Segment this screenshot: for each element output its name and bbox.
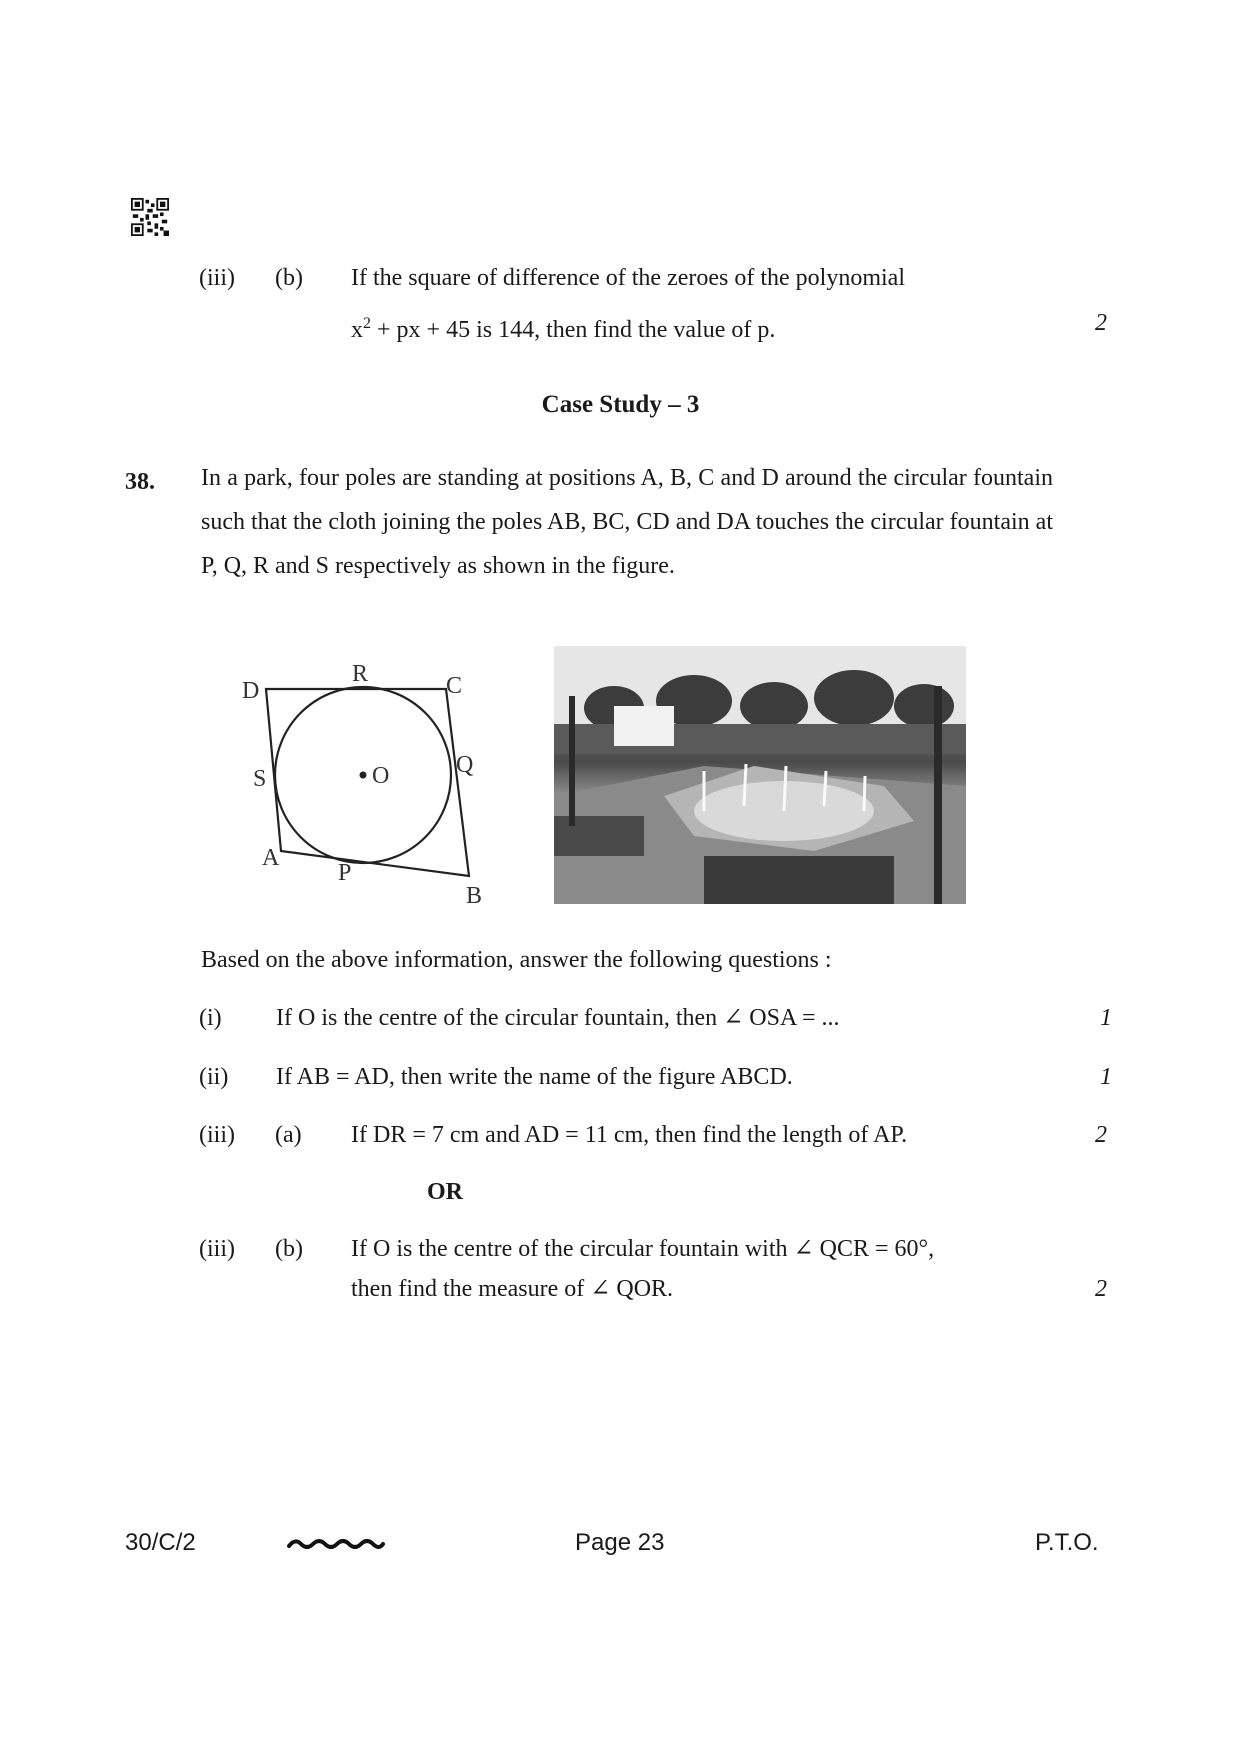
question-text: In a park, four poles are standing at positions A, B, C and D around the circular fountain such that the cloth joining the poles AB, BC, CD and DA touches the circular fountain at P, Q, R and S respectively as shown in the figure.	[201, 465, 1053, 579]
prev-question-marks: 2	[1095, 310, 1107, 336]
label-o: O	[372, 763, 390, 789]
prev-question-line1: If the square of difference of the zeroes of the polynomial	[351, 265, 905, 291]
subq-3a-part: (iii)	[199, 1122, 235, 1148]
prev-question-line2: $x^2$ + px + 45 is 144, then find the value of p.	[351, 315, 776, 343]
prev-question-line2-text: + px + 45 is 144, then find the value of p.	[371, 317, 776, 343]
subq-3a-marks: 2	[1095, 1122, 1107, 1148]
label-d: D	[242, 678, 260, 704]
question-number: 38.	[125, 469, 155, 495]
subq-1-marks: 1	[1100, 1005, 1112, 1031]
subq-3b-text-line1: If O is the centre of the circular fountain with ∠ QCR = 60°,	[351, 1236, 935, 1262]
subq-3a-text: If DR = 7 cm and AD = 11 cm, then find the length of AP.	[351, 1122, 908, 1148]
case-study-title: Case Study – 3	[541, 391, 700, 418]
label-a: A	[262, 845, 280, 871]
centre-point	[360, 772, 367, 779]
footer-paper-code: 30/C/2	[125, 1529, 196, 1556]
prev-part-label: (iii)	[199, 265, 235, 291]
label-r: R	[352, 661, 369, 687]
label-p: P	[338, 860, 352, 886]
subq-3b-text-line2: then find the measure of ∠ QOR.	[351, 1276, 674, 1302]
park-fountain-photo	[554, 646, 966, 904]
label-s: S	[253, 766, 267, 792]
subq-3b-marks: 2	[1095, 1276, 1107, 1302]
label-b: B	[466, 883, 483, 909]
park-fountain-illustration	[554, 646, 966, 904]
tangential-quadrilateral-figure	[230, 655, 500, 910]
subq-1-part: (i)	[199, 1005, 222, 1031]
qr-code-icon	[131, 198, 169, 236]
wave-ornament-icon	[287, 1534, 385, 1554]
prev-option-label: (b)	[275, 265, 303, 291]
footer-pto: P.T.O.	[1035, 1529, 1099, 1551]
or-label: OR	[427, 1179, 463, 1205]
subq-3b-option: (b)	[275, 1236, 303, 1262]
instruction-text: Based on the above information, answer the following questions :	[201, 947, 832, 973]
subq-2-part: (ii)	[199, 1064, 229, 1090]
subq-2-text: If AB = AD, then write the name of the figure ABCD.	[276, 1064, 793, 1090]
subq-3b-part: (iii)	[199, 1236, 235, 1262]
label-c: C	[446, 673, 463, 699]
subq-1-text: If O is the centre of the circular fountain, then ∠ OSA = ...	[276, 1005, 840, 1031]
label-q: Q	[456, 752, 474, 778]
subq-3a-option: (a)	[275, 1122, 302, 1148]
subq-2-marks: 1	[1100, 1064, 1112, 1090]
footer-page-number: Page 23	[575, 1529, 665, 1556]
